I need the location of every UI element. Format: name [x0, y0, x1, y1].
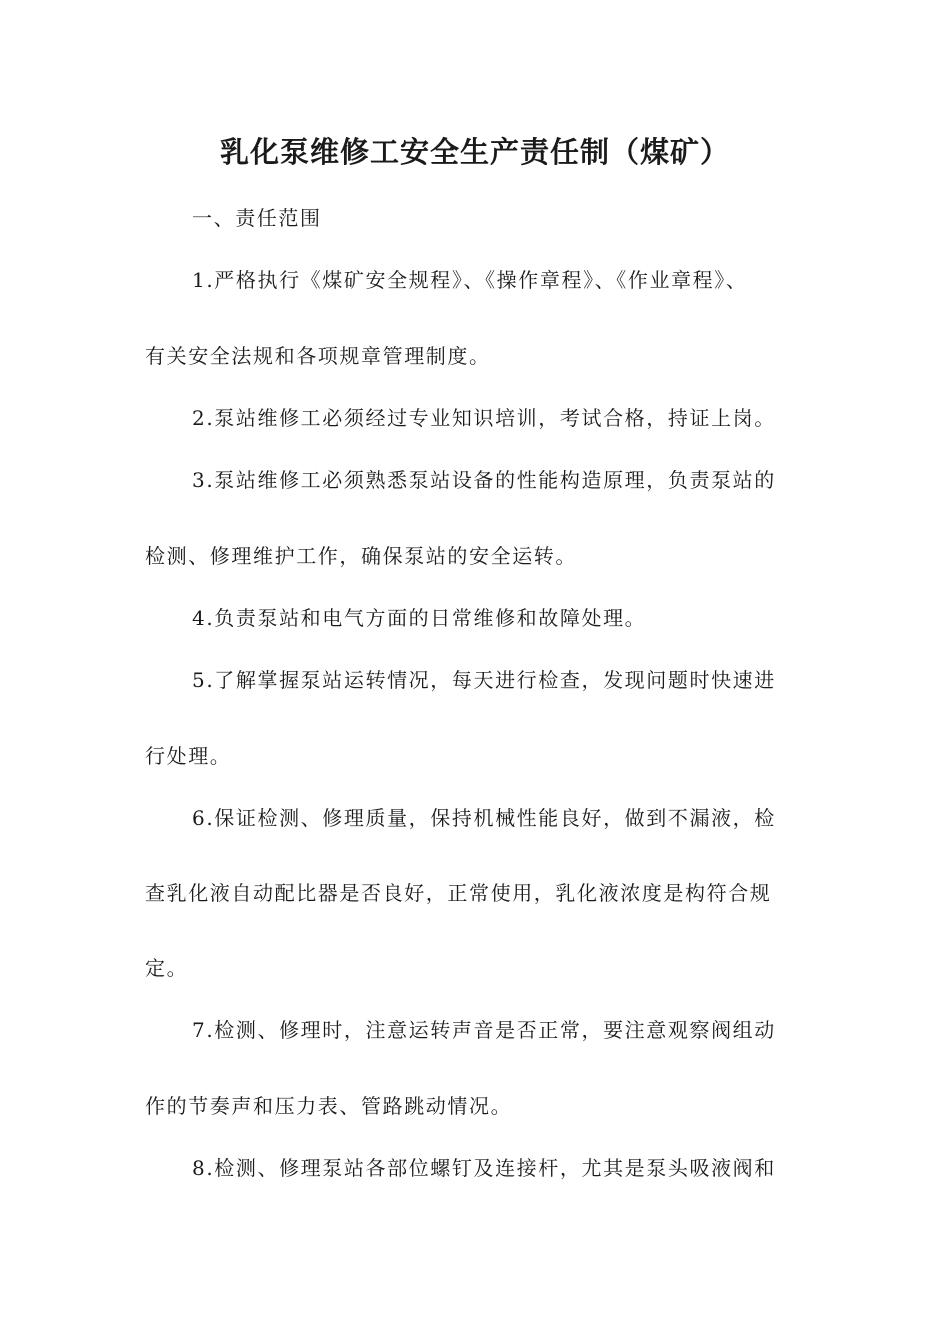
paragraph-line: 作的节奏声和压力表、管路跳动情况。 — [145, 1094, 513, 1118]
paragraph-line: 行处理。 — [145, 744, 232, 768]
document-title: 乳化泵维修工安全生产责任制（煤矿） — [219, 135, 730, 169]
paragraph-line: 3.泵站维修工必须熟悉泵站设备的性能构造原理，负责泵站的 — [192, 468, 776, 492]
paragraph-line: 2.泵站维修工必须经过专业知识培训，考试合格，持证上岗。 — [192, 406, 776, 430]
paragraph-line: 查乳化液自动配比器是否良好，正常使用，乳化液浓度是构符合规 — [145, 881, 772, 905]
paragraph-line: 8.检测、修理泵站各部位螺钉及连接杆，尤其是泵头吸液阀和 — [192, 1156, 776, 1180]
paragraph-line: 定。 — [145, 956, 189, 980]
paragraph-line: 有关安全法规和各项规章管理制度。 — [145, 344, 491, 368]
paragraph-line: 6.保证检测、修理质量，保持机械性能良好，做到不漏液，检 — [192, 806, 776, 830]
paragraph-line: 4.负责泵站和电气方面的日常维修和故障处理。 — [192, 606, 647, 630]
paragraph-line: 检测、修理维护工作，确保泵站的安全运转。 — [145, 544, 577, 568]
paragraph-line: 1.严格执行《煤矿安全规程》、《操作章程》、《作业章程》、 — [192, 268, 748, 292]
section-heading: 一、责任范围 — [192, 206, 322, 230]
paragraph-line: 7.检测、修理时，注意运转声音是否正常，要注意观察阀组动 — [192, 1018, 776, 1042]
paragraph-line: 5.了解掌握泵站运转情况，每天进行检查，发现问题时快速进 — [192, 668, 776, 692]
